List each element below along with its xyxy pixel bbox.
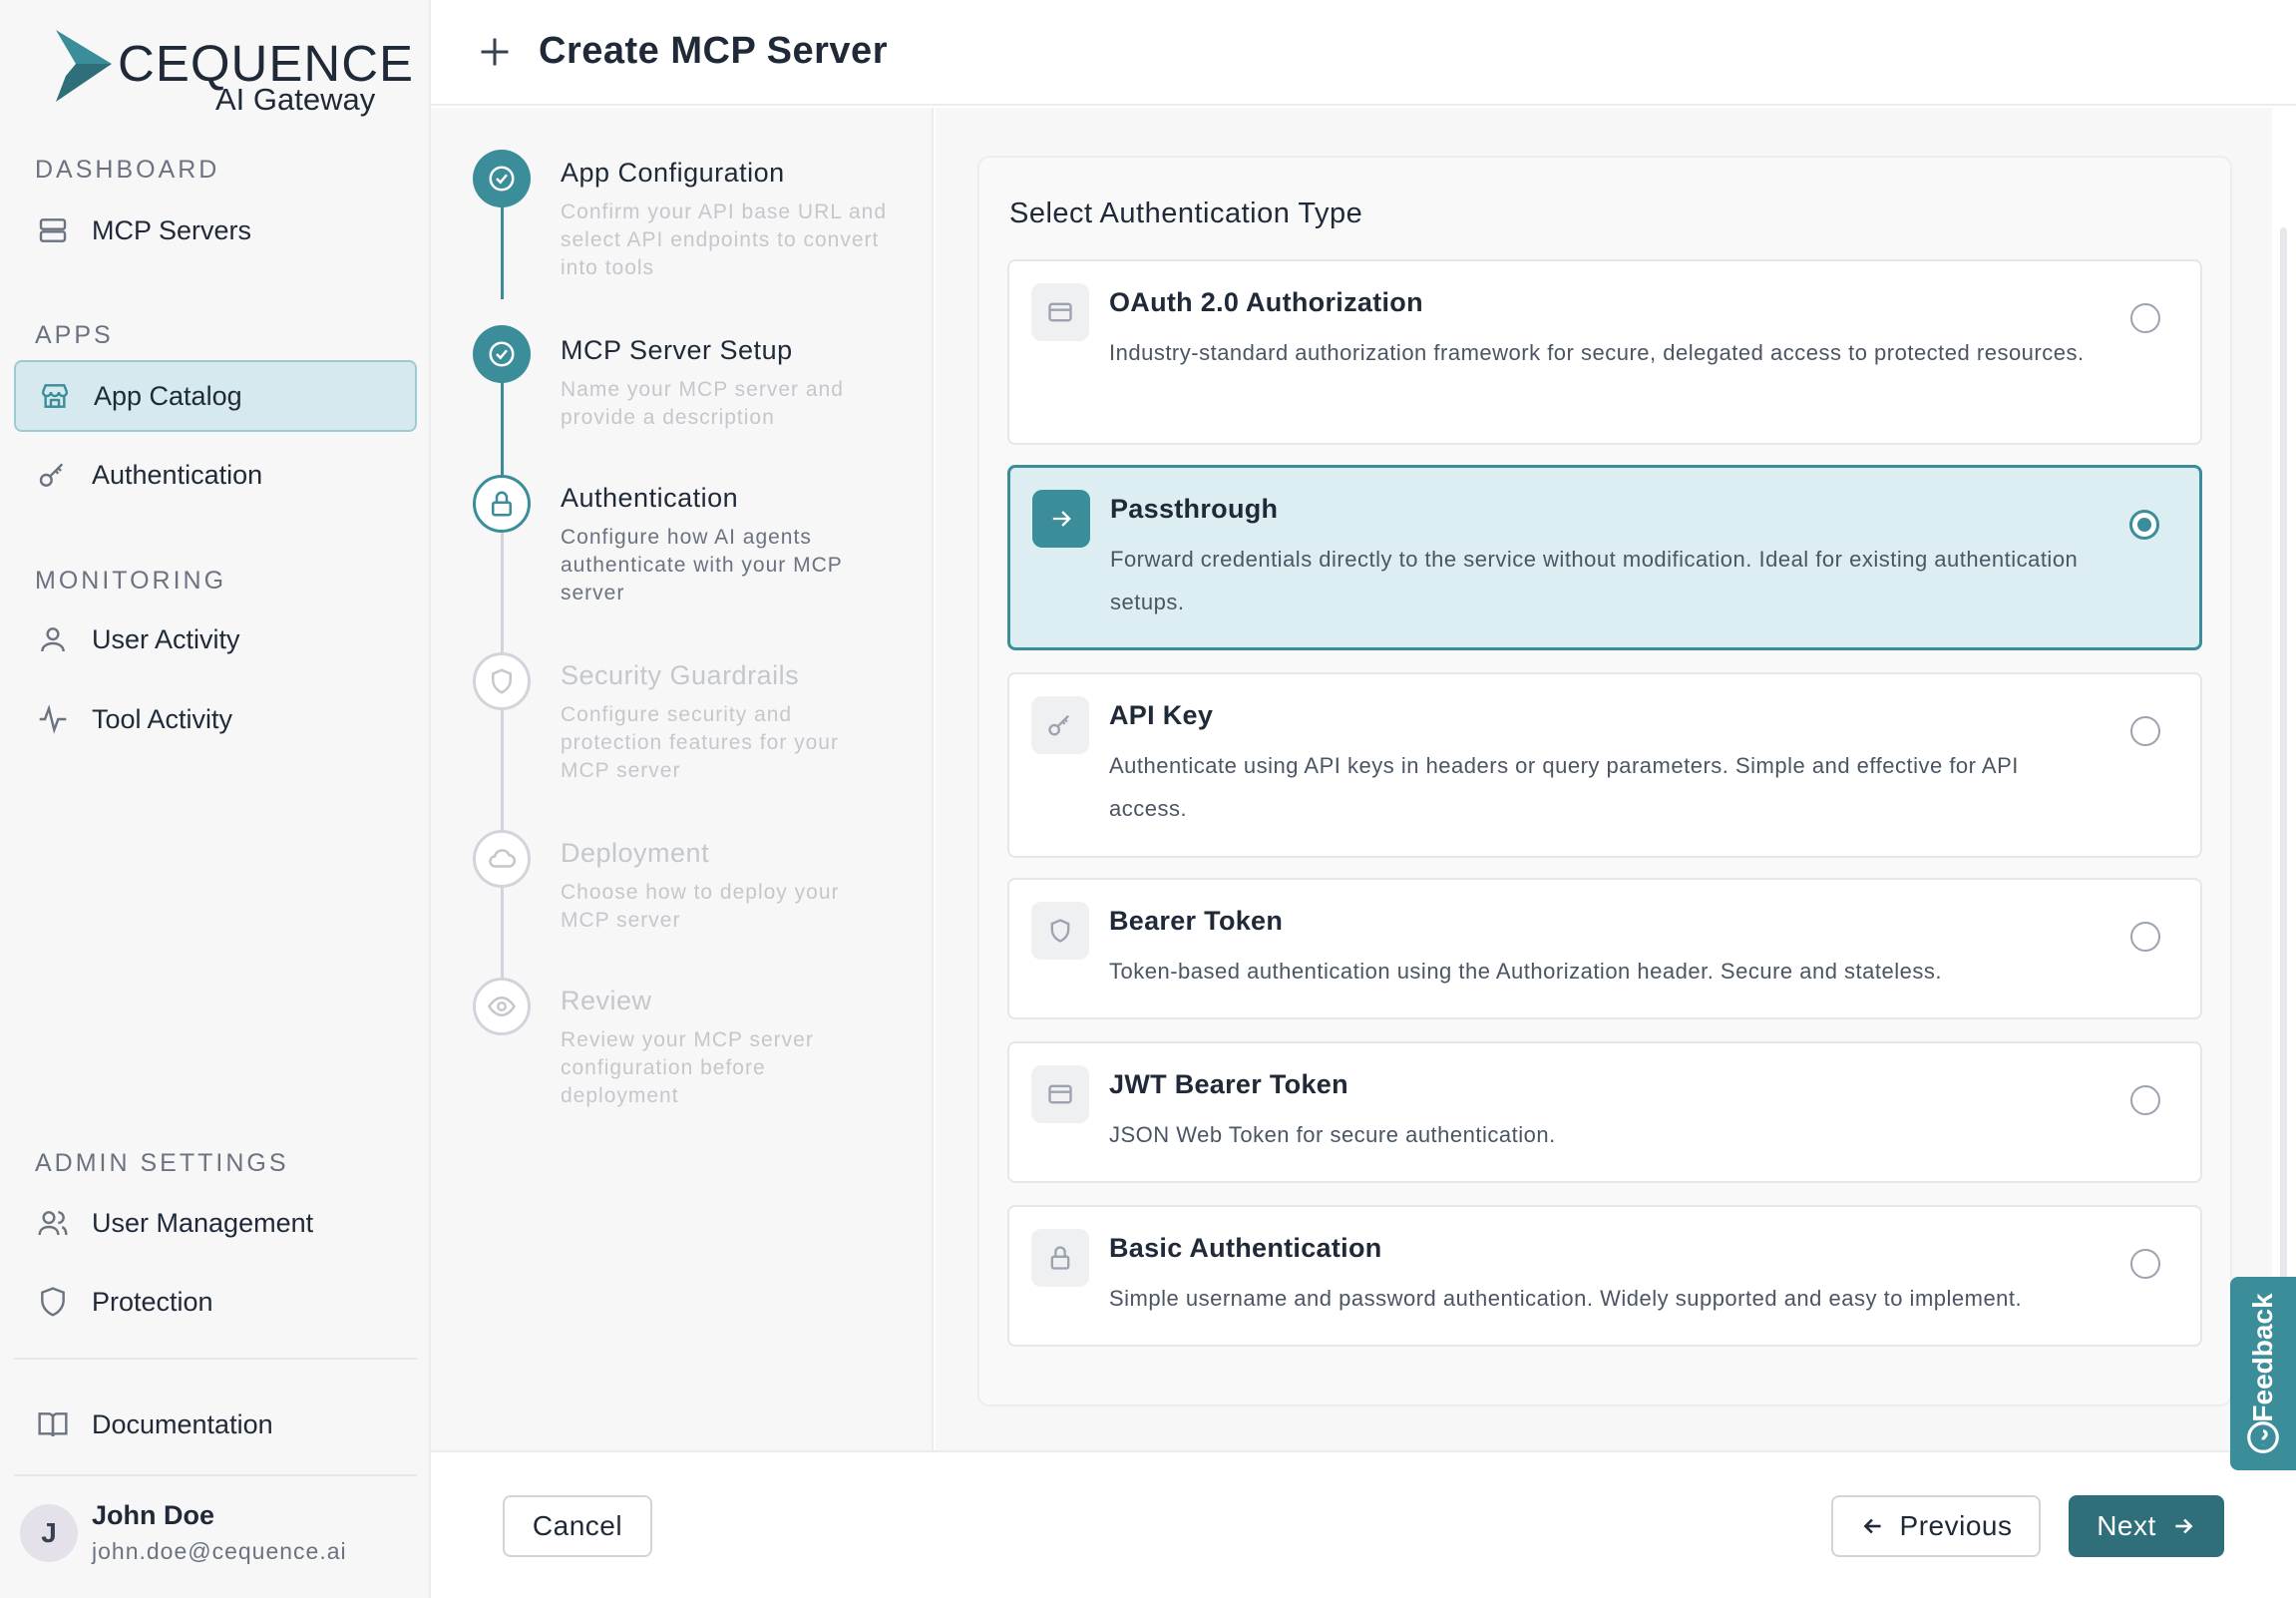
sidebar-item-protection[interactable] bbox=[14, 1266, 417, 1338]
auth-option-bearer-token[interactable] bbox=[1007, 878, 2202, 1019]
sidebar-item-app-catalog[interactable] bbox=[14, 360, 417, 432]
sidebar-item-label: MCP Servers bbox=[92, 214, 252, 245]
step-1-indicator[interactable] bbox=[473, 150, 531, 207]
auth-option-passthrough[interactable] bbox=[1007, 465, 2202, 650]
cloud-icon bbox=[487, 844, 517, 874]
auth-option-radio[interactable] bbox=[2129, 510, 2159, 540]
plus-icon bbox=[477, 34, 513, 70]
sidebar-item-authentication[interactable] bbox=[14, 439, 417, 511]
auth-option-description: Industry-standard authorization framework for secure, delegated access to protected resources. bbox=[1109, 340, 2085, 365]
step-2-title[interactable]: MCP Server Setup bbox=[561, 335, 793, 365]
feedback-tab[interactable] bbox=[2230, 1277, 2296, 1470]
sidebar-divider bbox=[14, 1358, 417, 1360]
step-connector bbox=[501, 708, 504, 838]
book-icon bbox=[36, 1407, 70, 1441]
section-label-dashboard: DASHBOARD bbox=[35, 156, 220, 184]
main-content bbox=[936, 108, 2272, 1450]
auth-option-description: Simple username and password authentication. Widely supported and easy to implement. bbox=[1109, 1286, 2023, 1311]
check-circle-icon bbox=[487, 164, 517, 194]
step-5-description: Choose how to deploy your MCP server bbox=[561, 881, 840, 932]
cancel-button[interactable]: Cancel bbox=[503, 1495, 652, 1557]
sidebar-divider bbox=[14, 1474, 417, 1476]
shield-icon bbox=[36, 1285, 70, 1319]
brand-subtitle: AI Gateway bbox=[215, 82, 376, 117]
next-button[interactable] bbox=[2069, 1495, 2224, 1557]
arrow-right-icon bbox=[2170, 1513, 2196, 1539]
previous-label: Previous bbox=[1899, 1510, 2013, 1541]
sidebar-item-label: Tool Activity bbox=[92, 703, 233, 734]
section-label-monitoring: MONITORING bbox=[35, 567, 227, 595]
step-6-indicator bbox=[473, 978, 531, 1035]
user-name: John Doe bbox=[92, 1500, 215, 1530]
user-email: john.doe@cequence.ai bbox=[92, 1538, 347, 1564]
auth-option-radio[interactable] bbox=[2130, 303, 2160, 333]
wizard-steps bbox=[431, 108, 934, 1450]
arrow-right-icon bbox=[1032, 490, 1090, 548]
auth-option-title: Bearer Token bbox=[1109, 906, 1284, 936]
avatar: J bbox=[20, 1504, 78, 1562]
auth-option-radio[interactable] bbox=[2130, 716, 2160, 746]
step-connector bbox=[501, 533, 504, 660]
users-icon bbox=[36, 1206, 70, 1240]
auth-option-basic-auth[interactable] bbox=[1007, 1205, 2202, 1347]
auth-option-description: Token-based authentication using the Authorization header. Secure and stateless. bbox=[1109, 959, 1942, 984]
step-5-title: Deployment bbox=[561, 838, 710, 868]
step-3-indicator[interactable] bbox=[473, 475, 531, 533]
step-4-title: Security Guardrails bbox=[561, 660, 800, 690]
user-icon bbox=[36, 622, 70, 656]
card-icon bbox=[1031, 1065, 1089, 1123]
auth-option-radio[interactable] bbox=[2130, 1249, 2160, 1279]
brand-name: CEQUENCE bbox=[118, 35, 415, 92]
logo-mark-icon bbox=[52, 30, 112, 102]
check-circle-icon bbox=[487, 339, 517, 369]
auth-option-title: JWT Bearer Token bbox=[1109, 1069, 1348, 1099]
next-label: Next bbox=[2097, 1510, 2156, 1541]
step-2-description: Name your MCP server and provide a description bbox=[561, 378, 844, 429]
card-icon bbox=[1031, 283, 1089, 341]
section-label-admin-settings: ADMIN SETTINGS bbox=[35, 1149, 289, 1177]
auth-option-jwt-bearer-token[interactable] bbox=[1007, 1041, 2202, 1183]
step-3-description: Configure how AI agents authenticate with your MCP server bbox=[561, 526, 843, 604]
page-header bbox=[431, 0, 2296, 106]
wizard-footer bbox=[431, 1450, 2296, 1598]
step-1-title[interactable]: App Configuration bbox=[561, 158, 785, 188]
sidebar-item-label: User Management bbox=[92, 1207, 314, 1238]
page-title: Create MCP Server bbox=[539, 30, 888, 72]
step-2-indicator[interactable] bbox=[473, 325, 531, 383]
auth-option-description: JSON Web Token for secure authentication. bbox=[1109, 1122, 1556, 1147]
help-circle-icon bbox=[2244, 1418, 2282, 1456]
sidebar-item-label: User Activity bbox=[92, 623, 240, 654]
eye-icon bbox=[487, 992, 517, 1021]
key-icon bbox=[36, 458, 70, 492]
feedback-label: Feedback bbox=[2247, 1293, 2278, 1423]
auth-option-description: Authenticate using API keys in headers or query parameters. Simple and effective for API access. bbox=[1109, 753, 2019, 821]
auth-option-title: API Key bbox=[1109, 700, 1214, 730]
user-profile[interactable] bbox=[20, 1496, 419, 1576]
shield-icon bbox=[1031, 902, 1089, 960]
step-6-title: Review bbox=[561, 986, 652, 1015]
auth-option-title: Basic Authentication bbox=[1109, 1233, 1382, 1263]
sidebar-item-mcp-servers[interactable] bbox=[14, 195, 417, 266]
sidebar-item-user-management[interactable] bbox=[14, 1187, 417, 1259]
sidebar-item-label: Protection bbox=[92, 1286, 213, 1317]
auth-option-api-key[interactable] bbox=[1007, 672, 2202, 858]
step-4-description: Configure security and protection features for your MCP server bbox=[561, 703, 839, 782]
sidebar-item-user-activity[interactable] bbox=[14, 603, 417, 675]
sidebar-item-label: Documentation bbox=[92, 1408, 273, 1439]
step-1-description: Confirm your API base URL and select API endpoints to convert into tools bbox=[561, 200, 888, 279]
auth-type-card bbox=[977, 156, 2232, 1406]
shield-icon bbox=[487, 666, 517, 696]
activity-icon bbox=[36, 702, 70, 736]
section-label-apps: APPS bbox=[35, 321, 114, 349]
step-6-description: Review your MCP server configuration before deployment bbox=[561, 1028, 814, 1107]
auth-option-description: Forward credentials directly to the service without modification. Ideal for existing authentication setups. bbox=[1110, 547, 2079, 614]
lock-icon bbox=[487, 489, 517, 519]
cequence-logo[interactable] bbox=[52, 28, 415, 120]
sidebar-item-documentation[interactable] bbox=[14, 1389, 417, 1460]
auth-option-radio[interactable] bbox=[2130, 1085, 2160, 1115]
sidebar-item-label: Authentication bbox=[92, 459, 263, 490]
server-icon bbox=[36, 213, 70, 247]
lock-icon bbox=[1031, 1229, 1089, 1287]
store-icon bbox=[38, 379, 72, 413]
auth-option-radio[interactable] bbox=[2130, 922, 2160, 952]
sidebar bbox=[0, 0, 431, 1598]
sidebar-item-tool-activity[interactable] bbox=[14, 683, 417, 755]
step-4-indicator bbox=[473, 652, 531, 710]
previous-button[interactable] bbox=[1831, 1495, 2041, 1557]
key-icon bbox=[1031, 696, 1089, 754]
step-5-indicator bbox=[473, 830, 531, 888]
auth-type-heading: Select Authentication Type bbox=[1009, 198, 1363, 229]
auth-option-title: OAuth 2.0 Authorization bbox=[1109, 287, 1423, 317]
sidebar-item-label: App Catalog bbox=[94, 380, 242, 411]
auth-option-oauth[interactable] bbox=[1007, 259, 2202, 445]
auth-option-title: Passthrough bbox=[1110, 494, 1279, 524]
step-3-title[interactable]: Authentication bbox=[561, 483, 739, 513]
arrow-left-icon bbox=[1860, 1513, 1886, 1539]
